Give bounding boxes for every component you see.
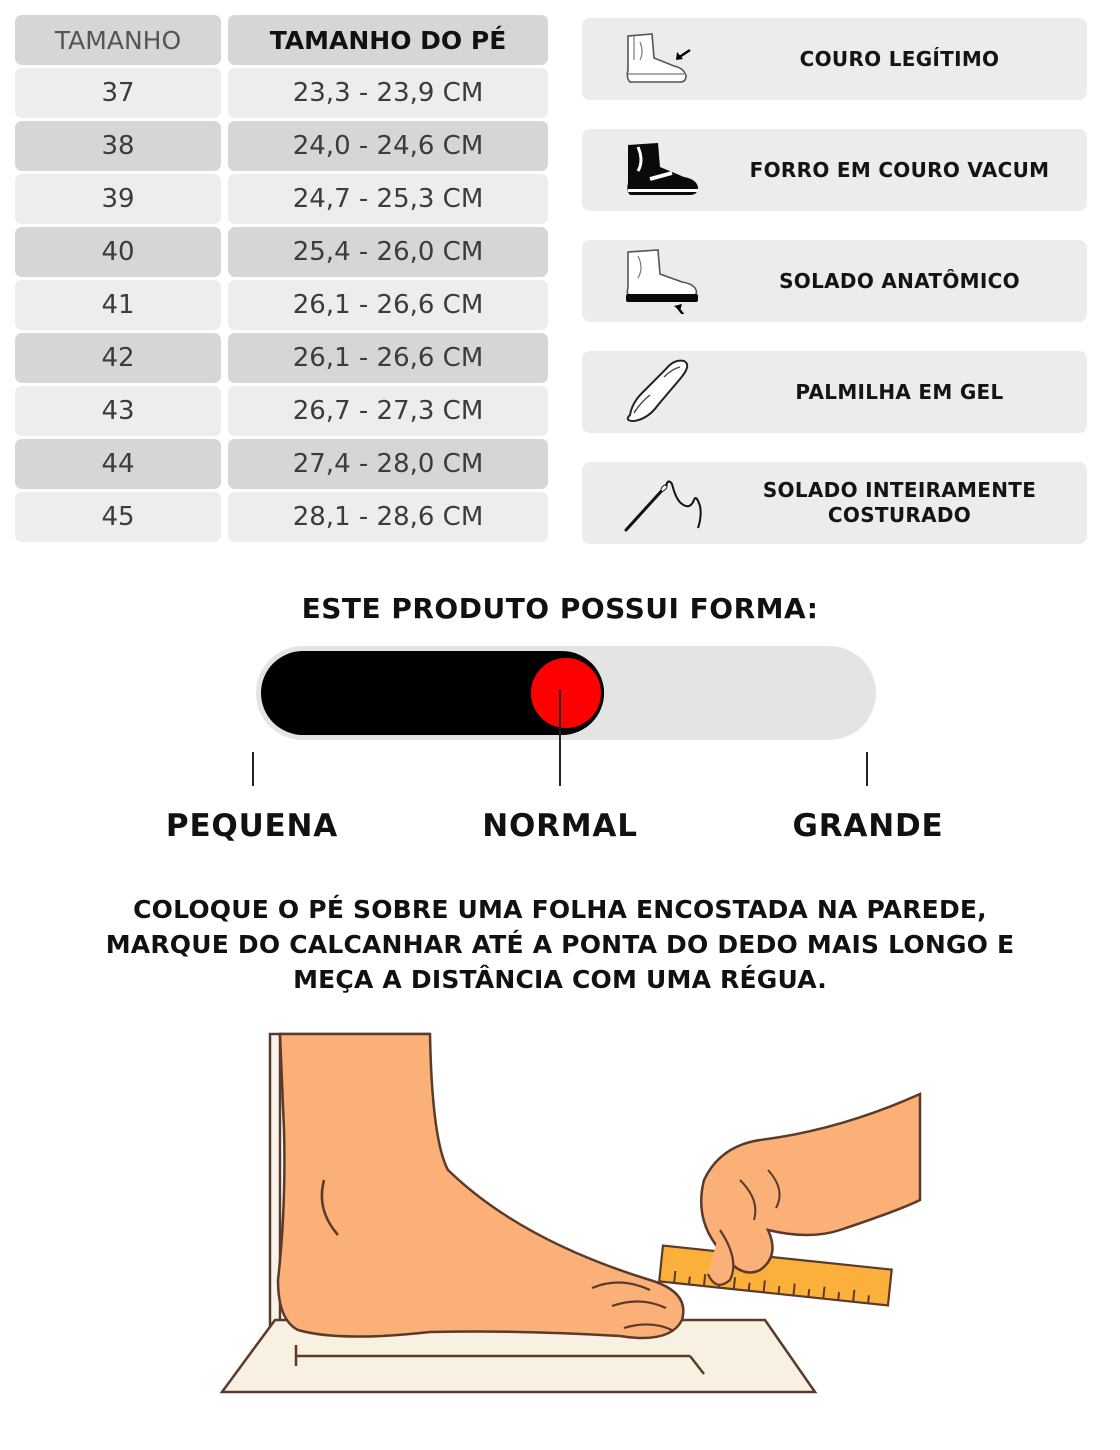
- foot-length-cell: 28,1 - 28,6 CM: [228, 492, 548, 542]
- size-cell: 38: [15, 121, 221, 171]
- size-table: [15, 15, 555, 545]
- table-row: [15, 280, 555, 330]
- feature-card-gel-insole: [582, 351, 1087, 433]
- size-cell: 43: [15, 386, 221, 436]
- feature-label: COURO LEGÍTIMO: [799, 46, 1000, 71]
- size-cell: 45: [15, 492, 221, 542]
- fit-label-small: PEQUENA: [165, 808, 339, 844]
- feature-label: SOLADO INTEIRAMENTE COSTURADO: [762, 478, 1037, 527]
- feature-label: PALMILHA EM GEL: [795, 379, 1004, 404]
- instruction-line: MARQUE DO CALCANHAR ATÉ A PONTA DO DEDO MAIS LONGO E: [105, 930, 1015, 959]
- feature-card-genuine-leather: [582, 18, 1087, 100]
- table-row: [15, 386, 555, 436]
- header-size: TAMANHO: [15, 15, 221, 65]
- needle-thread-icon: [620, 470, 720, 536]
- size-cell: 39: [15, 174, 221, 224]
- table-row: [15, 227, 555, 277]
- insole-icon: [620, 359, 720, 425]
- feature-card-anatomic-sole: [582, 240, 1087, 322]
- foot-measurement-illustration: [220, 1030, 940, 1425]
- measurement-instruction: [0, 892, 1120, 997]
- fit-label-normal: NORMAL: [482, 808, 638, 844]
- foot-length-cell: 27,4 - 28,0 CM: [228, 439, 548, 489]
- table-row: [15, 333, 555, 383]
- fit-tick-small: [252, 752, 254, 786]
- boot-black-icon: [620, 137, 720, 203]
- feature-list: [582, 18, 1087, 573]
- foot-length-cell: 26,7 - 27,3 CM: [228, 386, 548, 436]
- size-cell: 42: [15, 333, 221, 383]
- feature-card-stitched-sole: [582, 462, 1087, 544]
- foot-length-cell: 24,0 - 24,6 CM: [228, 121, 548, 171]
- fit-tick-large: [866, 752, 868, 786]
- fit-tick-normal: [559, 690, 561, 786]
- feature-label: FORRO EM COURO VACUM: [749, 157, 1050, 182]
- instruction-line: COLOQUE O PÉ SOBRE UMA FOLHA ENCOSTADA NA PAREDE,: [133, 895, 987, 924]
- size-cell: 40: [15, 227, 221, 277]
- table-row: [15, 121, 555, 171]
- instruction-line: MEÇA A DISTÂNCIA COM UMA RÉGUA.: [293, 965, 827, 994]
- fit-label-large: GRANDE: [792, 808, 944, 844]
- fit-scale-track: [256, 646, 876, 740]
- foot-length-cell: 26,1 - 26,6 CM: [228, 280, 548, 330]
- table-row: [15, 174, 555, 224]
- header-foot-length: TAMANHO DO PÉ: [228, 15, 548, 65]
- fit-scale-indicator: [528, 655, 604, 731]
- size-cell: 37: [15, 68, 221, 118]
- boot-sole-arrow-icon: [620, 248, 720, 314]
- foot-length-cell: 26,1 - 26,6 CM: [228, 333, 548, 383]
- foot-length-cell: 23,3 - 23,9 CM: [228, 68, 548, 118]
- table-row: [15, 439, 555, 489]
- feature-label: SOLADO ANATÔMICO: [779, 268, 1020, 293]
- fit-title: ESTE PRODUTO POSSUI FORMA:: [301, 592, 819, 625]
- foot-length-cell: 25,4 - 26,0 CM: [228, 227, 548, 277]
- size-cell: 41: [15, 280, 221, 330]
- boot-outline-arrow-icon: [620, 26, 720, 92]
- feature-card-leather-lining: [582, 129, 1087, 211]
- table-row: [15, 492, 555, 542]
- foot-length-cell: 24,7 - 25,3 CM: [228, 174, 548, 224]
- table-row: [15, 68, 555, 118]
- size-table-header: [15, 15, 555, 65]
- size-cell: 44: [15, 439, 221, 489]
